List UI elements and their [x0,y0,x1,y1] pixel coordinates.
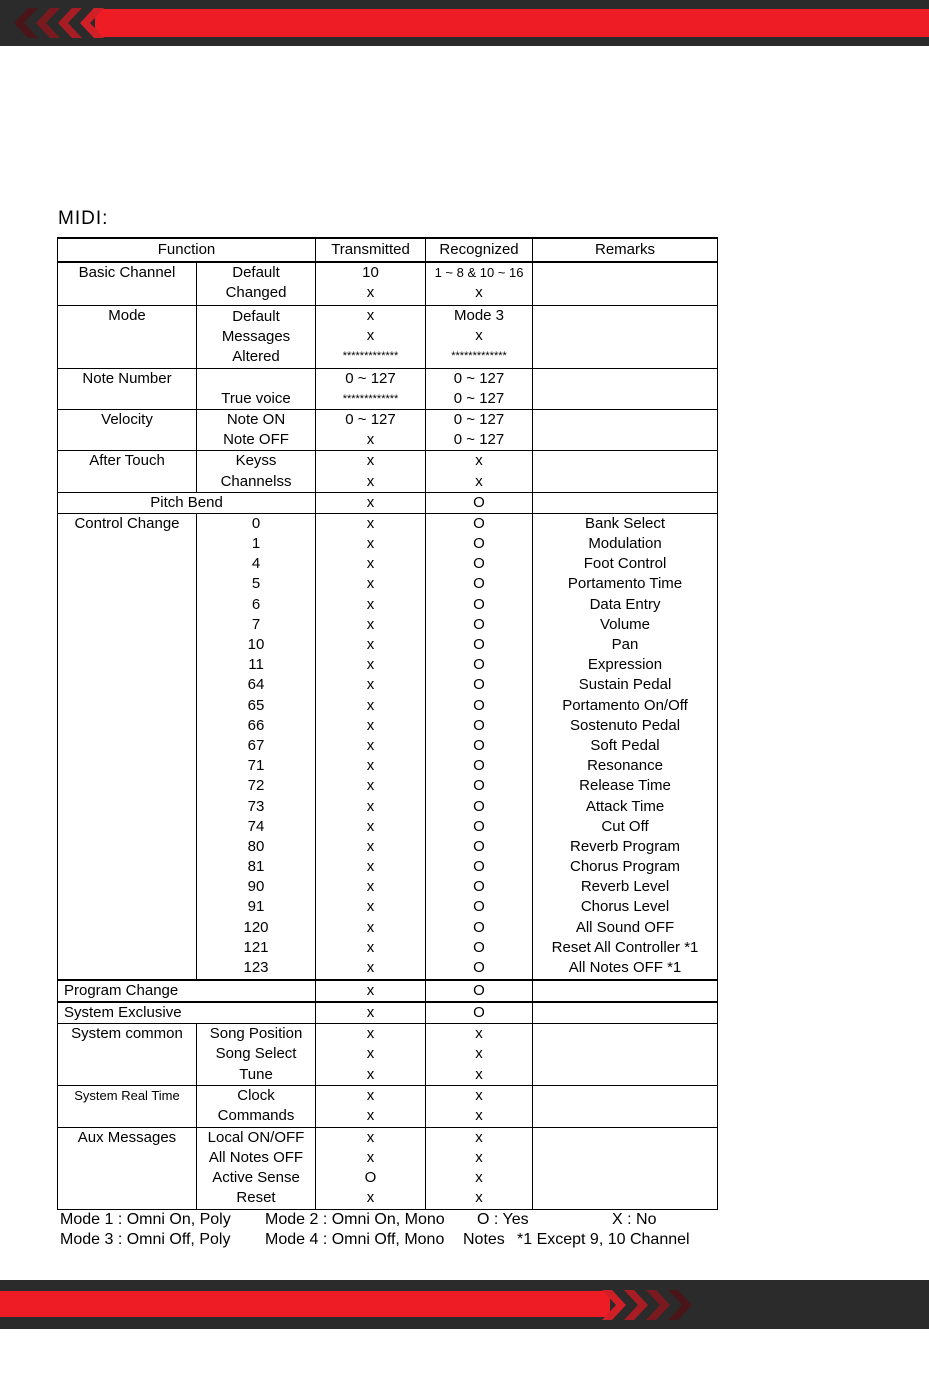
table-row-basic-channel [58,262,718,306]
table-row-mode [58,306,718,369]
chevron-arrows-icon [592,1290,692,1320]
transmitted-value: 10 [362,264,379,281]
cc-remark: Foot Control [583,555,667,573]
transmitted-value: x [366,696,375,714]
recognized-value: O [473,959,485,976]
transmitted-value: x [366,656,375,674]
mode-2-note: Mode 2 : Omni On, Mono [265,1211,445,1228]
recognized-value: x [475,1086,483,1104]
legend-o-yes: O : Yes [477,1211,529,1228]
table-header-row [58,238,718,262]
recognized-value: O [473,615,485,633]
row-label: Basic Channel [78,264,176,281]
recognized-value: O [473,837,485,855]
cc-number: 123 [243,959,269,976]
chevron-arrows-icon [14,8,114,38]
sub-item: Active Sense [212,1169,300,1187]
recognized-value: O [473,595,485,613]
cc-remark: Reverb Level [580,878,670,896]
cc-number: 5 [251,575,261,593]
recognized-value: 0 ~ 127 [453,410,505,428]
cc-number: 64 [247,676,265,694]
cc-remark: Attack Time [585,797,665,815]
cc-number: 11 [248,656,264,674]
recognized-value: O [473,757,485,775]
cc-number: 91 [247,898,265,916]
transmitted-value: ************* [342,392,399,405]
table-row-after-touch [58,451,718,492]
recognized-value: 0 ~ 127 [453,389,505,407]
cc-remark: Portamento Time [567,575,683,593]
cc-remark: All Sound OFF [575,918,675,936]
cc-remark: Chorus Program [569,858,681,876]
sub-item: Default [232,308,280,325]
recognized-value: x [475,472,483,490]
transmitted-value: ************* [342,350,399,363]
cc-number: 66 [247,716,265,734]
cc-remark: Release Time [579,777,671,795]
transmitted-value: 0 ~ 127 [345,410,396,428]
recognized-value: O [473,797,485,815]
transmitted-value: x [366,575,375,593]
recognized-value: x [475,1149,483,1166]
sub-item: Tune [239,1065,273,1083]
cc-remark: All Notes OFF *1 [568,959,682,976]
cc-remark: Resonance [587,757,663,775]
recognized-value: x [475,1169,483,1187]
recognized-value: O [473,918,485,936]
table-row-note-number [58,368,718,409]
cc-number: 67 [247,736,265,754]
transmitted-value: 0 ~ 127 [345,369,396,387]
recognized-value: O [473,555,485,573]
cc-remark: Cut Off [601,817,649,835]
recognized-value: O [473,777,485,795]
sub-item [197,369,315,389]
cc-number: 74 [247,817,265,835]
table-row-control-change [58,513,718,980]
transmitted-value: x [366,1189,375,1207]
cc-number: 90 [247,878,265,896]
cc-number: 120 [243,918,269,936]
legend-notes-label: Notes [463,1231,505,1248]
row-label: Program Change [64,981,179,999]
recognized-value: O [473,938,485,956]
transmitted-value: x [366,898,375,916]
transmitted-value: O [364,1169,377,1187]
sub-item: Clock [237,1086,275,1104]
row-label: Mode [108,307,146,324]
recognized-value: x [475,452,483,470]
mode-3-note: Mode 3 : Omni Off, Poly [60,1231,231,1248]
table-row-system-common [58,1024,718,1086]
sub-item: Default [232,264,280,281]
transmitted-value: x [366,676,375,694]
recognized-value: 0 ~ 127 [453,369,505,387]
cc-remark: Sostenuto Pedal [569,716,681,734]
header-recognized: Recognized [426,238,533,262]
row-label: Note Number [82,369,172,387]
recognized-value: O [473,656,485,674]
legend-note-1: *1 Except 9, 10 Channel [517,1231,690,1248]
sub-item: Reset [236,1189,276,1207]
cc-number: 65 [247,696,265,714]
sub-item: Local ON/OFF [207,1128,305,1146]
transmitted-value: x [366,1149,375,1166]
transmitted-value: x [366,817,375,835]
transmitted-value: x [366,1065,375,1083]
transmitted-value: x [366,595,375,613]
transmitted-value: x [366,615,375,633]
transmitted-value: x [366,757,375,775]
row-label: System Real Time [74,1087,180,1103]
sub-item: Changed [225,284,287,302]
cc-remark: Portamento On/Off [562,696,688,714]
transmitted-value: x [366,716,375,734]
row-label: System Exclusive [64,1004,182,1022]
transmitted-value: x [366,797,375,815]
cc-remark: Reverb Program [569,837,681,855]
transmitted-value: x [366,981,375,999]
cc-remark: Expression [587,656,663,674]
recognized-value: 1 ~ 8 & 10 ~ 16 [434,265,524,280]
transmitted-value: x [366,452,375,470]
transmitted-value: x [366,1004,375,1022]
transmitted-value: x [366,918,375,936]
transmitted-value: x [366,327,375,345]
cc-number: 10 [247,636,265,653]
sub-item: Song Position [209,1025,303,1043]
header-remarks: Remarks [533,238,718,262]
footer-banner [0,1280,929,1329]
section-title: MIDI: [58,208,109,229]
sub-item: All Notes OFF [208,1149,304,1166]
row-label: Pitch Bend [150,493,223,511]
transmitted-value: x [366,284,375,302]
recognized-value: O [473,716,485,734]
midi-implementation-table [57,237,718,1210]
cc-remark: Soft Pedal [590,736,660,754]
mode-4-note: Mode 4 : Omni Off, Mono [265,1231,445,1248]
cc-remark: Chorus Level [580,898,670,916]
header-red-stripe [95,9,929,37]
transmitted-value: x [366,1107,375,1124]
transmitted-value: x [366,938,375,956]
sub-item: Song Select [215,1045,297,1063]
transmitted-value: x [366,959,375,976]
recognized-value: O [473,736,485,754]
cc-number: 81 [247,858,265,876]
row-label: Aux Messages [77,1128,177,1146]
recognized-value: O [473,514,485,532]
recognized-value: x [475,1128,483,1146]
recognized-value: x [475,1189,483,1207]
recognized-value: O [473,858,485,876]
transmitted-value: x [366,555,375,573]
header-function: Function [58,238,316,262]
transmitted-value: x [366,535,375,553]
cc-remark: Modulation [588,535,662,553]
row-label: After Touch [89,452,165,470]
table-row-velocity [58,409,718,450]
transmitted-value: x [366,493,375,511]
recognized-value: O [473,575,485,593]
row-label: Control Change [74,514,180,532]
row-label: Velocity [101,410,153,428]
sub-item: Commands [217,1107,295,1124]
recognized-value: x [475,1107,483,1124]
sub-item: Keyss [235,452,277,470]
table-row-program-change [58,980,718,1002]
cc-remark: Pan [611,636,639,653]
recognized-value: x [475,1065,483,1083]
row-label: System common [71,1025,183,1043]
transmitted-value: x [366,736,375,754]
cc-remark: Data Entry [589,595,661,613]
cc-remark: Sustain Pedal [578,676,672,694]
cc-remark: Bank Select [584,514,666,532]
recognized-value: Mode 3 [453,307,505,324]
recognized-value: O [473,817,485,835]
sub-item: True voice [221,389,291,407]
recognized-value: x [475,327,483,345]
cc-number: 72 [247,777,265,795]
table-row-system-real-time [58,1085,718,1127]
transmitted-value: x [366,472,375,490]
sub-item: Note OFF [223,431,289,449]
cc-number: 6 [251,595,261,613]
cc-number: 4 [251,555,261,573]
transmitted-value: x [366,1025,375,1043]
cc-remark: Volume [599,615,651,633]
cc-remark: Reset All Controller *1 [551,938,699,956]
footer-red-stripe [0,1291,610,1317]
recognized-value: O [473,696,485,714]
mode-1-note: Mode 1 : Omni On, Poly [60,1211,231,1228]
recognized-value: O [473,898,485,916]
recognized-value: O [473,636,485,653]
table-row-aux-messages [58,1127,718,1209]
recognized-value: O [473,493,485,511]
recognized-value: x [475,284,483,302]
cc-number: 0 [251,514,261,532]
recognized-value: O [473,535,485,553]
cc-number: 71 [247,757,265,775]
recognized-value: x [475,1045,483,1063]
transmitted-value: x [366,1086,375,1104]
recognized-value: O [473,676,485,694]
recognized-value: O [473,1004,485,1022]
table-row-pitch-bend [58,492,718,513]
cc-number: 80 [247,837,265,855]
sub-item: Messages [221,328,291,346]
transmitted-value: x [366,777,375,795]
header-banner [0,0,929,46]
recognized-value: 0 ~ 127 [453,431,505,449]
transmitted-value: x [366,307,375,324]
transmitted-value: x [366,837,375,855]
transmitted-value: x [366,1128,375,1146]
sub-item: Altered [232,348,280,366]
sub-item: Note ON [226,410,286,428]
header-transmitted: Transmitted [316,238,426,262]
legend-x-no: X : No [612,1211,657,1228]
cc-number: 121 [243,938,269,956]
transmitted-value: x [366,431,375,449]
transmitted-value: x [366,858,375,876]
transmitted-value: x [366,514,375,532]
transmitted-value: x [366,878,375,896]
transmitted-value: x [366,1045,375,1063]
table-row-system-exclusive [58,1002,718,1024]
cc-number: 1 [251,535,261,553]
recognized-value: O [473,878,485,896]
recognized-value: x [475,1025,483,1043]
recognized-value: O [473,981,485,999]
transmitted-value: x [366,636,375,653]
cc-number: 7 [251,615,261,633]
sub-item: Channelss [220,472,292,490]
cc-number: 73 [247,797,265,815]
recognized-value: ************* [451,350,507,363]
